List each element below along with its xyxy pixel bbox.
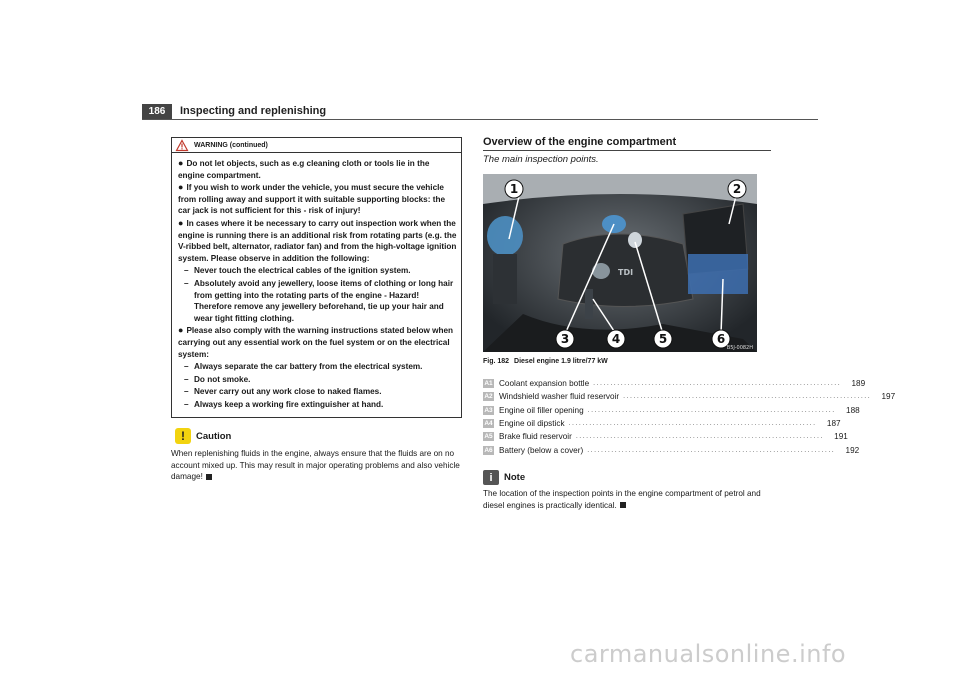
warning-item: ● Do not let objects, such as e.g cleaning cloth or tools lie in the engine compartment.: [178, 158, 430, 180]
warning-subitem: – Always keep a working fire extinguisher at hand.: [184, 399, 384, 409]
leader-dots: ........................................................................: [575, 433, 824, 441]
end-mark-icon: [620, 502, 626, 508]
bullet-icon: ●: [178, 325, 184, 336]
warning-item: ● In cases where it be necessary to carry out inspection work when the engine is running there is an additional risk from rotating parts (e.g. the V-ribbed belt, alternator, radiator fan) and from the high-voltage ignition system. Please observe in addition the following:: [178, 217, 457, 263]
svg-text:3: 3: [560, 332, 570, 346]
dash-icon: –: [184, 278, 189, 288]
warning-header: [172, 138, 461, 153]
warning-subitem: – Never carry out any work close to naked flames.: [184, 387, 382, 397]
warning-subitem: – Always separate the car battery from the electrical system.: [184, 362, 423, 372]
inspection-list: [483, 377, 896, 457]
callout-3: [556, 330, 574, 348]
bullet-icon: ●: [178, 217, 184, 228]
item-label: Coolant expansion bottle: [499, 379, 590, 389]
figure-caption: [483, 358, 608, 365]
item-page-link[interactable]: 197: [881, 392, 896, 402]
item-number-icon: A3: [484, 406, 493, 414]
item-page-link[interactable]: 188: [846, 405, 860, 415]
dash-icon: –: [184, 399, 189, 409]
note-title: Note: [504, 472, 526, 483]
list-item: [483, 430, 848, 443]
leader-dots: ........................................................................: [587, 406, 836, 414]
note-header: [483, 470, 771, 485]
warning-item: ● Please also comply with the warning instructions stated below when carrying out any essential work on the fuel system or on the electrical system:: [178, 325, 454, 359]
caution-section: [171, 428, 462, 483]
svg-text:5: 5: [658, 332, 668, 346]
engine-illustration: [483, 174, 757, 352]
warning-subitem: – Do not smoke.: [184, 374, 251, 384]
dash-icon: –: [184, 387, 189, 397]
overview-subtitle: The main inspection points.: [483, 154, 599, 165]
callout-5: [654, 330, 672, 348]
list-item: [483, 443, 860, 456]
warning-body: [172, 153, 461, 410]
svg-text:4: 4: [611, 332, 621, 346]
item-label: Engine oil dipstick: [499, 419, 565, 429]
caution-title: Caution: [196, 430, 232, 442]
figure-code: B5J-0082H: [726, 345, 753, 351]
section-title: Inspecting and replenishing: [180, 105, 327, 117]
item-label: Windshield washer fluid reservoir: [499, 392, 620, 402]
warning-item: ● If you wish to work under the vehicle, you must secure the vehicle from rolling away and support it with suitable supporting blocks: the car jack is not sufficient for this - risk of injury!: [178, 182, 446, 216]
callout-2: [728, 180, 746, 198]
page-header: [142, 104, 818, 120]
svg-text:1: 1: [509, 182, 519, 196]
list-item: [483, 390, 896, 403]
warning-subitem: – Never touch the electrical cables of the ignition system.: [184, 266, 411, 276]
dash-icon: –: [184, 362, 189, 372]
list-item: [483, 404, 860, 417]
caution-header: [171, 428, 462, 444]
svg-text:6: 6: [716, 332, 726, 346]
watermark: carmanualsonline.info: [570, 640, 847, 668]
item-number-icon: A1: [484, 380, 493, 388]
item-label: Battery (below a cover): [499, 445, 584, 455]
warning-triangle-icon: [176, 140, 188, 151]
dash-icon: –: [184, 374, 189, 384]
callout-1: [505, 180, 523, 198]
overview-title: Overview of the engine compartment: [483, 136, 771, 151]
caution-icon: !: [175, 428, 191, 444]
engine-badge: TDI: [618, 268, 634, 277]
bullet-icon: ●: [178, 182, 184, 193]
item-number-icon: A5: [484, 433, 493, 441]
leader-dots: ........................................................................: [587, 446, 836, 454]
warning-subitem: – Absolutely avoid any jewellery, loose items of clothing or long hair from getting into the rotating parts of the engine - Hazard! Therefore remove any jewellery beforehand, tie up your hair and wear tight fitting clothing.: [184, 278, 454, 323]
item-page-link[interactable]: 189: [851, 379, 866, 389]
leader-dots: ........................................................................: [623, 393, 872, 401]
note-section: [483, 470, 771, 511]
item-number-icon: A2: [484, 393, 493, 401]
warning-box: [171, 137, 462, 418]
figure-caption-text: Diesel engine 1.9 litre/77 kW: [514, 358, 608, 365]
leader-dots: ........................................................................: [593, 380, 842, 388]
svg-text:2: 2: [732, 182, 742, 196]
list-item: [483, 417, 841, 430]
note-text: The location of the inspection points in the engine compartment of petrol and diesel engines is practically identical.: [483, 489, 761, 510]
item-label: Brake fluid reservoir: [499, 432, 572, 442]
item-page-link[interactable]: 192: [845, 445, 860, 455]
warning-title: WARNING (continued): [194, 141, 268, 149]
figure-label: Fig. 182: [483, 358, 510, 365]
info-icon: i: [483, 470, 499, 485]
end-mark-icon: [206, 474, 212, 480]
item-page-link[interactable]: 187: [826, 419, 841, 429]
callout-4: [607, 330, 625, 348]
dash-icon: –: [184, 266, 189, 276]
page-number: 186: [142, 104, 172, 119]
item-page-link[interactable]: 191: [834, 432, 848, 442]
item-label: Engine oil filler opening: [499, 405, 584, 415]
item-number-icon: A4: [484, 420, 493, 428]
engine-figure: [483, 174, 757, 352]
bullet-icon: ●: [178, 158, 184, 168]
caution-text: When replenishing fluids in the engine, always ensure that the fluids are on no account mixed up. This may result in major operating problems and also vehicle damage!: [171, 449, 460, 482]
list-item: [483, 377, 866, 390]
item-number-icon: A6: [484, 446, 493, 454]
leader-dots: ........................................................................: [568, 420, 817, 428]
